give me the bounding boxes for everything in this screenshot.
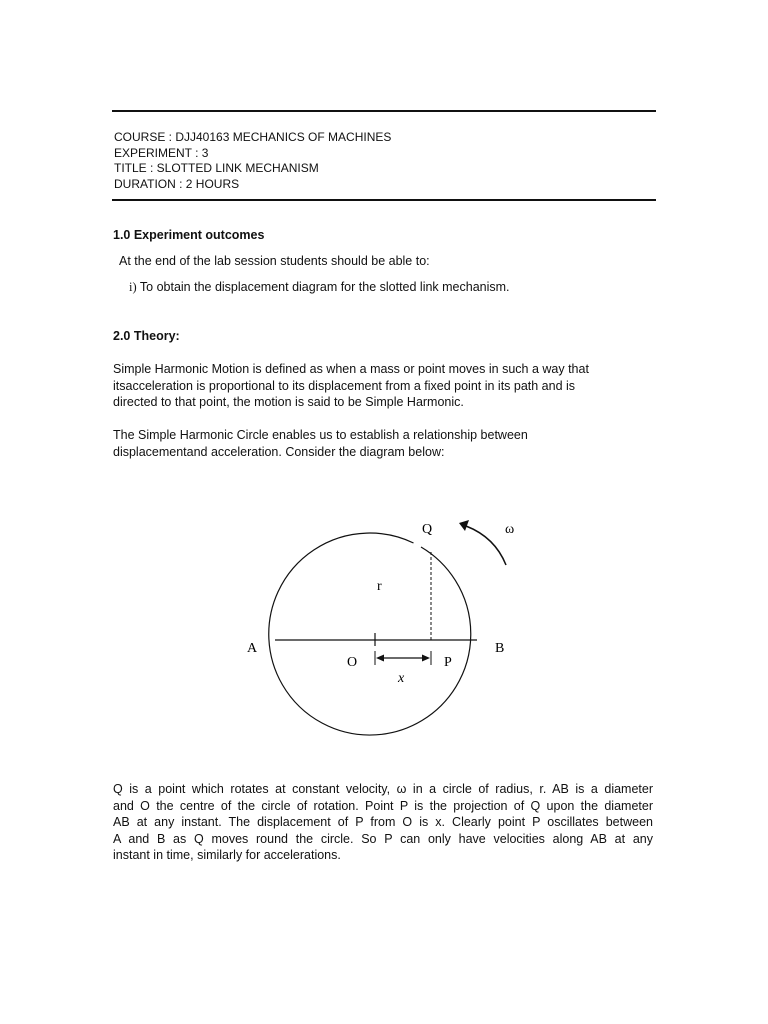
section-1-heading: 1.0 Experiment outcomes xyxy=(113,228,265,242)
course-line: COURSE : DJJ40163 MECHANICS OF MACHINES xyxy=(114,130,392,144)
outcome-item-text: To obtain the displacement diagram for the slotted link mechanism. xyxy=(139,280,510,294)
label-p: P xyxy=(444,655,452,670)
paragraph-line: directed to that point, the motion is said to be Simple Harmonic. xyxy=(113,395,464,409)
theory-paragraph-2 xyxy=(113,427,653,460)
paragraph-line: A and B as Q moves round the circle. So P can only have velocities along AB at any xyxy=(113,831,653,846)
paragraph-line: Simple Harmonic Motion is defined as when a mass or point moves in such a way that xyxy=(113,362,589,376)
outcome-item-marker: i) xyxy=(129,280,137,294)
paragraph-line: displacementand acceleration. Consider the diagram below: xyxy=(113,444,445,459)
theory-paragraph-1 xyxy=(113,361,653,411)
theory-paragraph-3 xyxy=(113,781,653,864)
rotation-arrow xyxy=(466,526,506,565)
duration-line: DURATION : 2 HOURS xyxy=(114,176,240,191)
paragraph-line: AB at any instant. The displacement of P from O is x. Clearly point P oscillates between xyxy=(113,815,653,829)
title-line: TITLE : SLOTTED LINK MECHANISM xyxy=(114,161,319,175)
paragraph-line: itsacceleration is proportional to its displacement from a fixed point in its path and is xyxy=(113,378,576,393)
section-1-intro: At the end of the lab session students should be able to: xyxy=(119,254,430,268)
rotation-circle xyxy=(269,533,471,735)
label-x: x xyxy=(398,671,405,686)
paragraph-line: Q is a point which rotates at constant velocity, ω in a circle of radius, r. AB is a diameter xyxy=(113,782,653,796)
outcome-item xyxy=(129,279,510,295)
label-o: O xyxy=(347,655,358,670)
label-omega: ω xyxy=(505,522,515,537)
label-q: Q xyxy=(422,522,433,537)
shm-circle-diagram xyxy=(0,500,768,800)
paragraph-line: and O the centre of the circle of rotation. Point P is the projection of Q upon the diameter xyxy=(113,798,653,813)
experiment-line: EXPERIMENT : 3 xyxy=(114,145,209,160)
paragraph-line: instant in time, similarly for accelerations. xyxy=(113,848,341,862)
header-divider xyxy=(112,199,656,201)
dimension-arrow-right-icon xyxy=(422,655,430,662)
section-2-heading: 2.0 Theory: xyxy=(113,329,180,343)
paragraph-line: The Simple Harmonic Circle enables us to establish a relationship between xyxy=(113,428,528,442)
rotation-arrowhead-icon xyxy=(459,520,469,531)
dimension-arrow-left-icon xyxy=(376,655,384,662)
top-divider xyxy=(112,110,656,112)
label-a: A xyxy=(247,641,258,656)
label-b: B xyxy=(495,641,505,656)
label-r: r xyxy=(377,579,382,594)
document-header xyxy=(114,130,391,192)
